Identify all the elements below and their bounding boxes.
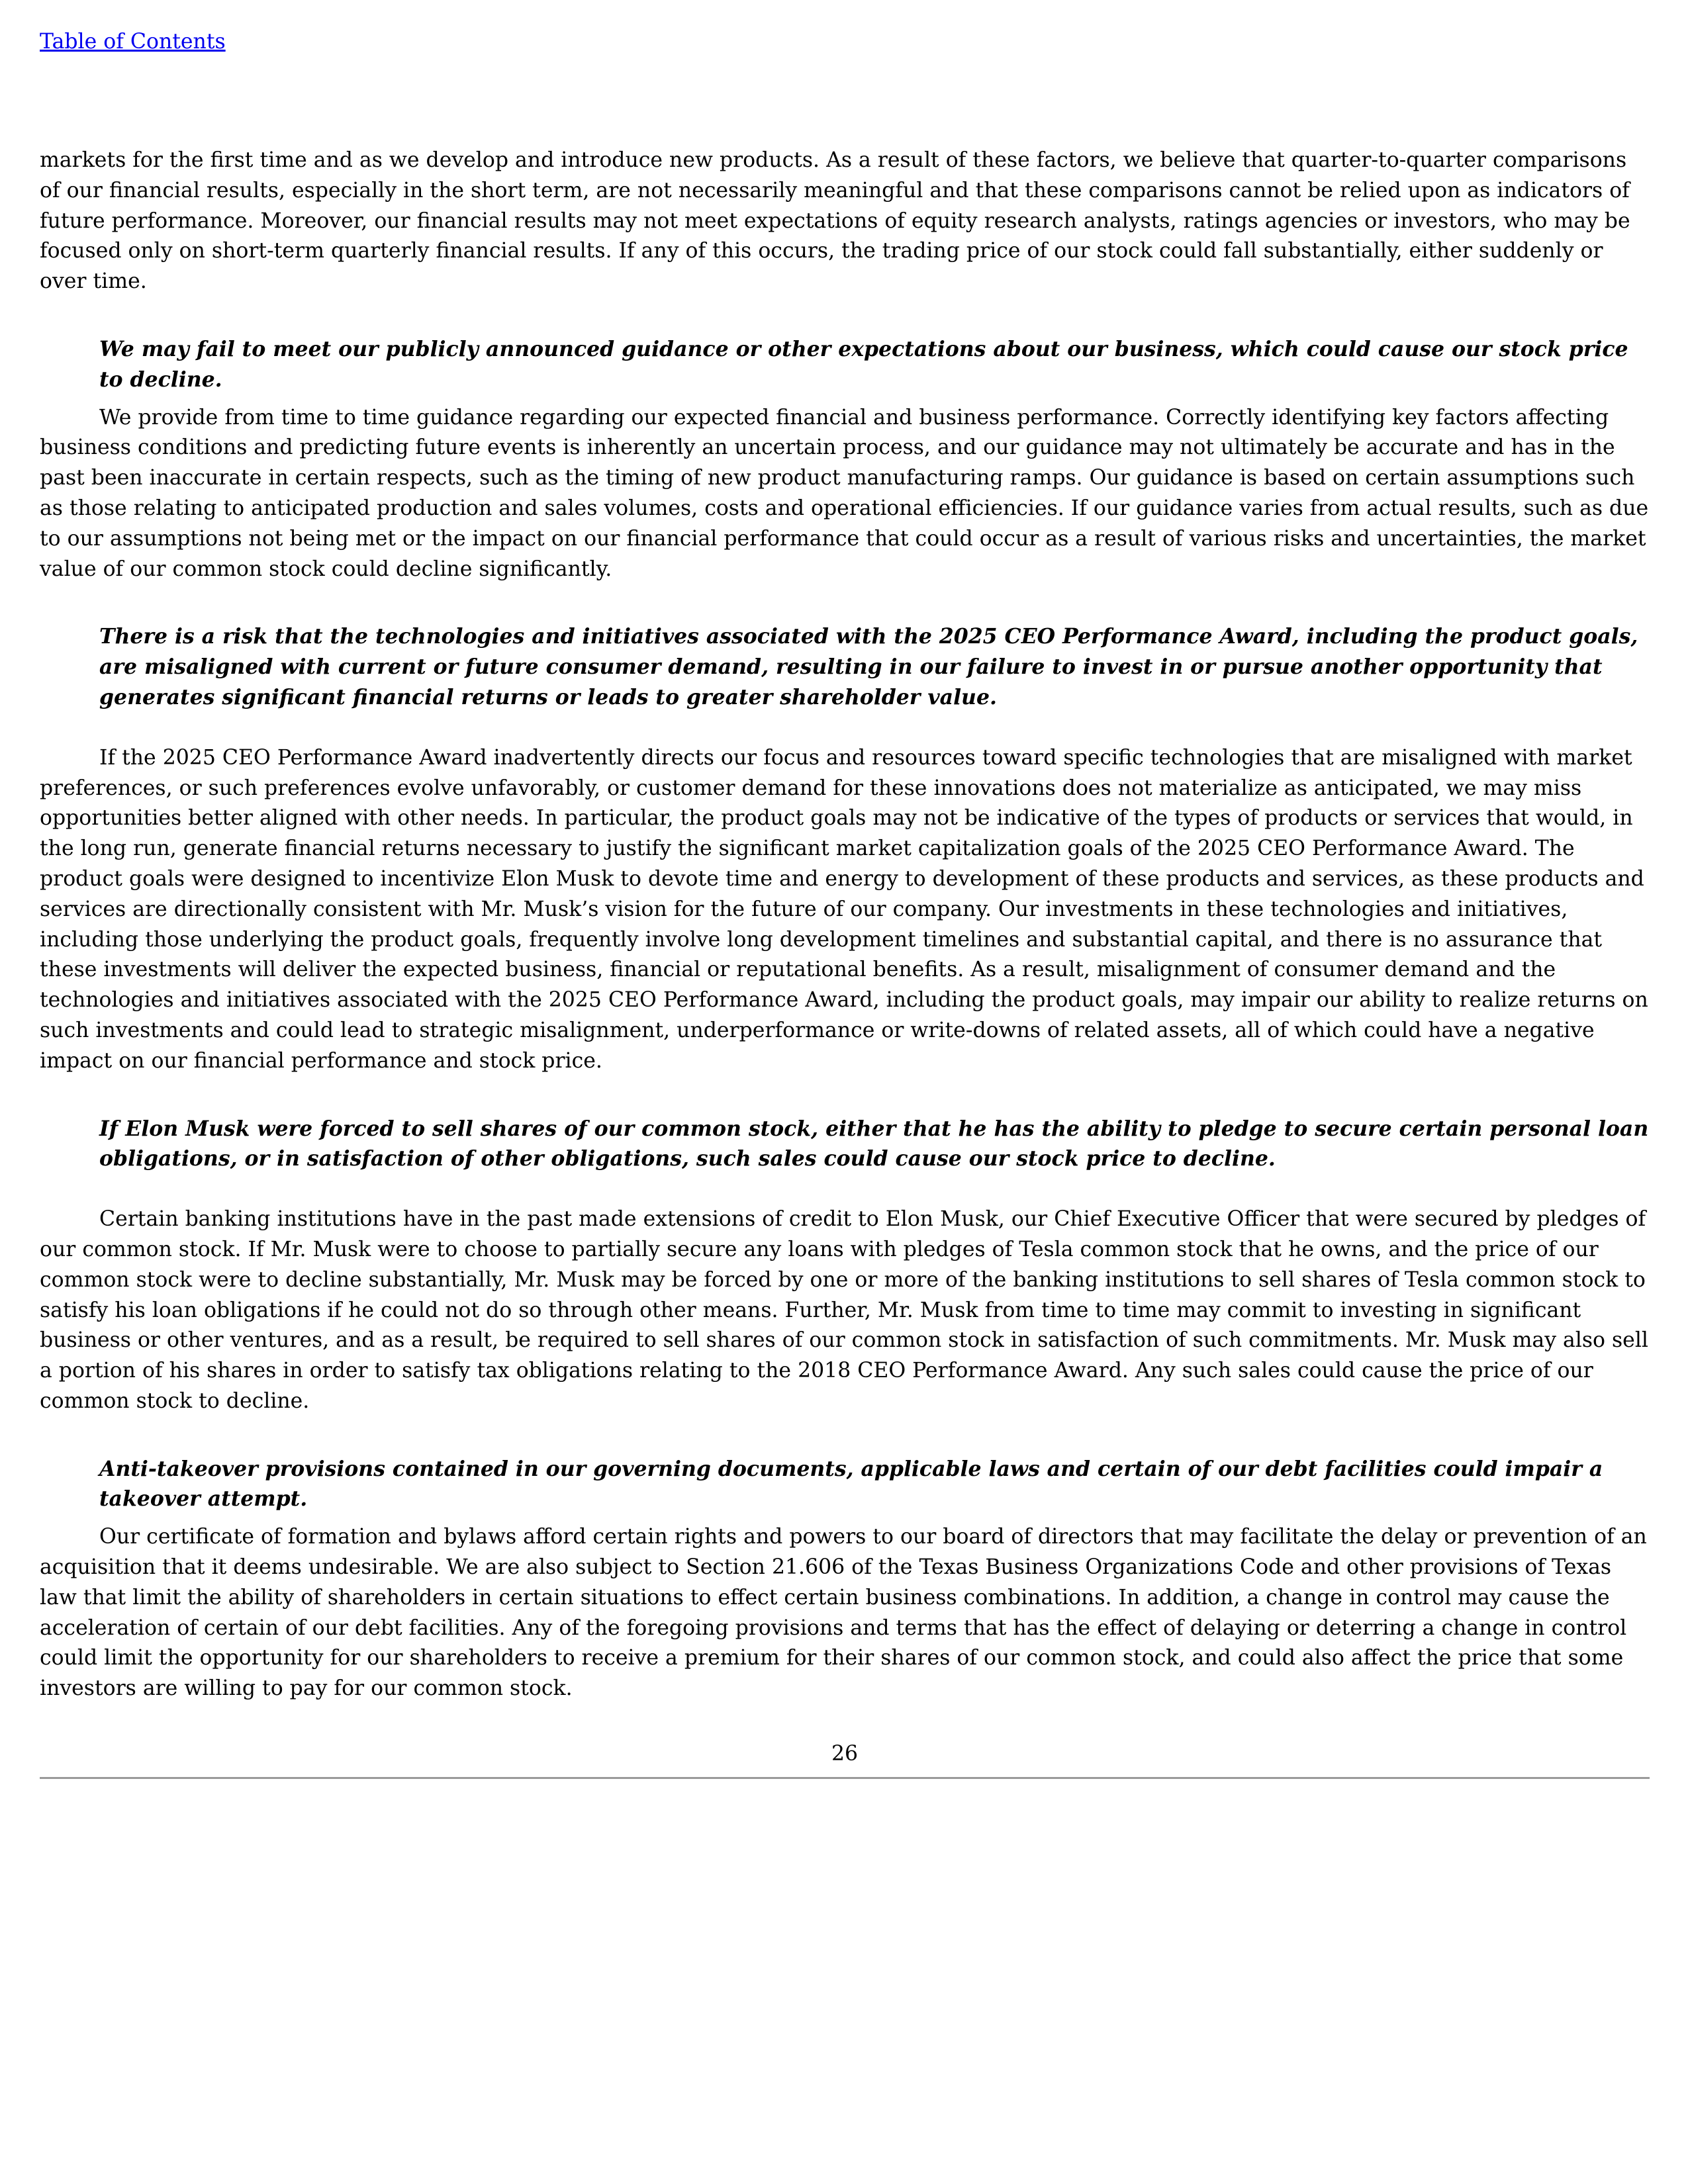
heading-guidance-risk: We may fail to meet our publicly announced guidance or other expectations about our business, which could cause our stock price to decline.: [99, 336, 1628, 392]
document-page: [40, 26, 1650, 1779]
paragraph-share-sales: Certain banking institutions have in the past made extensions of credit to Elon Musk, our Chief Executive Officer that were secured by pledges of our common stock. If Mr. Musk were to choose to partially secure any loans with pledges of Tesla common stock that he owns, and the price of our common stock were to decline substantially, Mr. Musk may be forced by one or more of the banking institutions to sell shares of Tesla common stock to satisfy his loan obligations if he could not do so through other means. Further, Mr. Musk from time to time may commit to investing in significant business or other ventures, and as a result, be required to sell shares of our common stock in satisfaction of such commitments. Mr. Musk may also sell a portion of his shares in order to satisfy tax obligations relating to the 2018 CEO Performance Award. Any such sales could cause the price of our common stock to decline.: [40, 1207, 1648, 1413]
paragraph-anti-takeover: Our certificate of formation and bylaws afford certain rights and powers to our board of directors that may facilitate the delay or prevention of an acquisition that it deems undesirable. We are also subject to Section 21.606 of the Texas Business Organizations Code and other provisions of Texas law that limit the ability of shareholders in certain situations to effect certain business combinations. In addition, a change in control may cause the acceleration of certain of our debt facilities. Any of the foregoing provisions and terms that has the effect of delaying or deterring a change in control could limit the opportunity for our shareholders to receive a premium for their shares of our common stock, and could also affect the price that some investors are willing to pay for our common stock.: [40, 1525, 1647, 1701]
paragraph-results-continued: markets for the first time and as we develop and introduce new products. As a result of these factors, we believe that quarter-to-quarter comparisons of our financial results, especially in the short term, are not necessarily meaningful and that these comparisons cannot be relied upon as indicators of future performance. Moreover, our financial results may not meet expectations of equity research analysts, ratings agencies or investors, who may be focused only on short-term quarterly financial results. If any of this occurs, the trading price of our stock could fall substantially, either suddenly or over time.: [40, 148, 1630, 294]
heading-anti-takeover-risk: Anti-takeover provisions contained in our governing documents, applicable laws and certain of our debt facilities could impair a takeover attempt.: [99, 1456, 1603, 1512]
page-number: 26: [831, 1742, 859, 1766]
paragraph-ceo-award: If the 2025 CEO Performance Award inadvertently directs our focus and resources toward specific technologies that are misaligned with market preferences, or such preferences evolve unfavorably, or customer demand for these innovations does not materialize as anticipated, we may miss opportunities better aligned with other needs. In particular, the product goals may not be indicative of the types of products or services that would, in the long run, generate financial returns necessary to justify the significant market capitalization goals of the 2025 CEO Performance Award. The product goals were designed to incentivize Elon Musk to devote time and energy to development of these products and services, as these products and services are directionally consistent with Mr. Musk’s vision for the future of our company. Our investments in these technologies and initiatives, including those underlying the product goals, frequently involve long development timelines and substantial capital, and there is no assurance that these investments will deliver the expected business, financial or reputational benefits. As a result, misalignment of consumer demand and the technologies and initiatives associated with the 2025 CEO Performance Award, including the product goals, may impair our ability to realize returns on such investments and could lead to strategic misalignment, underperformance or write-downs of related assets, all of which could have a negative impact on our financial performance and stock price.: [40, 745, 1648, 1073]
heading-ceo-award-risk: There is a risk that the technologies and initiatives associated with the 2025 CEO Performance Award, including the product goals, are misaligned with current or future consumer demand, resulting in our failure to invest in or pursue another opportunity that generates significant financial returns or leads to greater shareholder value.: [99, 624, 1638, 709]
paragraph-guidance: We provide from time to time guidance regarding our expected financial and business performance. Correctly identifying key factors affecting business conditions and predicting future events is inherently an uncertain process, and our guidance may not ultimately be accurate and has in the past been inaccurate in certain respects, such as the timing of new product manufacturing ramps. Our guidance is based on certain assumptions such as those relating to anticipated production and sales volumes, costs and operational efficiencies. If our guidance varies from actual results, such as due to our assumptions not being met or the impact on our financial performance that could occur as a result of various risks and uncertainties, the market value of our common stock could decline significantly.: [40, 405, 1649, 581]
heading-share-sales-risk: If Elon Musk were forced to sell shares of our common stock, either that he has the ability to pledge to secure certain personal loan obligations, or in satisfaction of other obligations, such sales could cause our stock price to decline.: [99, 1116, 1649, 1171]
footer-divider: [40, 1777, 1650, 1779]
table-of-contents-link[interactable]: Table of Contents: [40, 30, 226, 54]
